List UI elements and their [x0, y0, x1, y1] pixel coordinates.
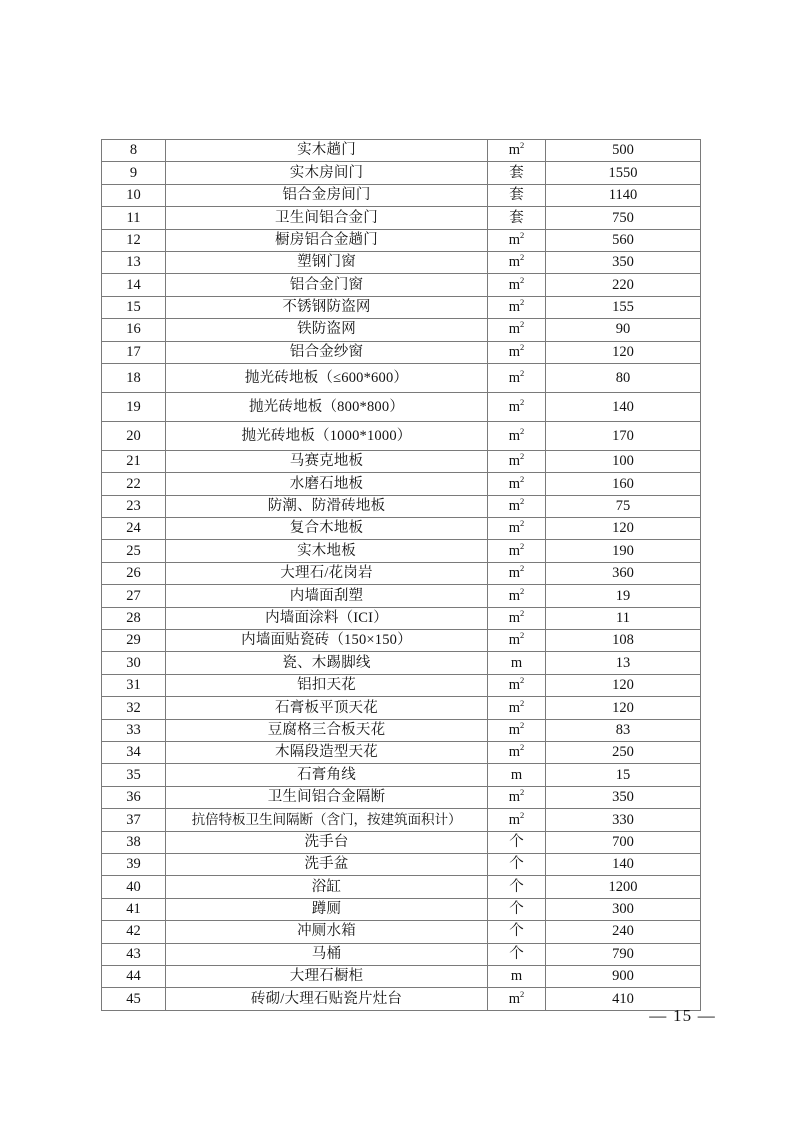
unit-exponent: 2	[520, 563, 525, 574]
unit-cell	[488, 786, 546, 808]
table-row	[102, 319, 701, 341]
unit-exponent: 2	[520, 230, 525, 241]
unit-cell	[488, 392, 546, 421]
item-name-cell: 内墙面贴瓷砖（150×150）	[166, 630, 488, 652]
price-table-container	[101, 139, 700, 1011]
unit-price-cell: 155	[546, 296, 701, 318]
unit-exponent: 2	[520, 496, 525, 507]
unit-cell	[488, 741, 546, 763]
unit-cell	[488, 251, 546, 273]
row-number-cell: 26	[102, 562, 166, 584]
unit-exponent: 2	[520, 541, 525, 551]
unit-price-cell: 700	[546, 831, 701, 853]
item-name-cell: 浴缸	[166, 876, 488, 898]
unit-base: m	[508, 254, 521, 271]
item-name-cell: 卫生间铝合金门	[166, 207, 488, 229]
unit-exponent: 2	[520, 396, 525, 407]
table-row	[102, 876, 701, 898]
unit-price-cell: 160	[546, 473, 701, 495]
unit-base: m	[508, 142, 521, 159]
unit-price-cell: 120	[546, 674, 701, 696]
unit-price-cell: 15	[546, 764, 701, 786]
unit-base: m	[508, 789, 521, 806]
item-name-cell: 实木房间门	[166, 162, 488, 184]
table-row	[102, 251, 701, 273]
unit-price-cell: 80	[546, 363, 701, 392]
item-name-cell: 石膏角线	[166, 764, 488, 786]
table-row	[102, 674, 701, 696]
unit-exponent: 2	[520, 787, 525, 798]
unit-cell: 套	[488, 207, 546, 229]
row-number-cell: 22	[102, 473, 166, 495]
row-number-cell: 41	[102, 898, 166, 920]
unit-base: m	[508, 343, 521, 360]
unit-exponent: 2	[520, 342, 525, 353]
price-table-body	[102, 140, 701, 1011]
table-row	[102, 540, 701, 562]
unit-base: m	[508, 398, 521, 415]
unit-exponent: 2	[520, 367, 525, 378]
item-name-cell: 砖砌/大理石贴瓷片灶台	[166, 988, 488, 1010]
unit-base: m	[508, 632, 521, 649]
unit-exponent: 2	[520, 809, 525, 820]
item-name-cell: 瓷、木踢脚线	[166, 652, 488, 674]
table-row	[102, 184, 701, 206]
unit-price-cell: 1200	[546, 876, 701, 898]
item-name-cell: 石膏板平顶天花	[166, 697, 488, 719]
unit-base: m	[508, 453, 521, 470]
table-row	[102, 764, 701, 786]
table-row	[102, 229, 701, 251]
unit-cell	[488, 473, 546, 495]
unit-price-cell: 83	[546, 719, 701, 741]
unit-cell: 个	[488, 921, 546, 943]
unit-exponent: 2	[520, 697, 525, 708]
unit-base: m	[508, 542, 521, 559]
unit-exponent: 2	[520, 252, 525, 263]
row-number-cell: 30	[102, 652, 166, 674]
table-row	[102, 296, 701, 318]
unit-price-cell: 13	[546, 652, 701, 674]
unit-price-cell: 350	[546, 786, 701, 808]
unit-cell	[488, 719, 546, 741]
table-row	[102, 140, 701, 162]
unit-exponent: 2	[520, 518, 525, 529]
unit-price-cell: 330	[546, 809, 701, 831]
table-row	[102, 786, 701, 808]
item-name-cell: 木隔段造型天花	[166, 741, 488, 763]
table-row	[102, 943, 701, 965]
item-name-cell: 马赛克地板	[166, 450, 488, 472]
unit-cell: 个	[488, 898, 546, 920]
table-row	[102, 965, 701, 987]
unit-base: m	[508, 565, 521, 582]
row-number-cell: 43	[102, 943, 166, 965]
unit-price-cell: 1140	[546, 184, 701, 206]
unit-price-cell: 300	[546, 898, 701, 920]
unit-cell	[488, 697, 546, 719]
item-name-cell: 铝合金门窗	[166, 274, 488, 296]
row-number-cell: 25	[102, 540, 166, 562]
row-number-cell: 36	[102, 786, 166, 808]
unit-price-cell: 140	[546, 853, 701, 875]
row-number-cell: 17	[102, 341, 166, 363]
unit-cell	[488, 540, 546, 562]
item-name-cell: 铁防盗网	[166, 319, 488, 341]
unit-price-cell: 750	[546, 207, 701, 229]
unit-cell	[488, 809, 546, 831]
unit-cell	[488, 421, 546, 450]
item-name-cell: 内墙面刮塑	[166, 585, 488, 607]
unit-price-cell: 170	[546, 421, 701, 450]
unit-cell	[488, 518, 546, 540]
unit-exponent: 2	[520, 630, 525, 641]
unit-exponent: 2	[520, 425, 525, 436]
item-name-cell: 内墙面涂料（ICI）	[166, 607, 488, 629]
unit-exponent: 2	[520, 274, 525, 285]
item-name-cell: 蹲厕	[166, 898, 488, 920]
unit-cell	[488, 988, 546, 1010]
unit-cell	[488, 341, 546, 363]
item-name-cell: 豆腐格三合板天花	[166, 719, 488, 741]
item-name-cell: 铝合金纱窗	[166, 341, 488, 363]
table-row	[102, 473, 701, 495]
unit-base: m	[508, 699, 521, 716]
unit-price-cell: 19	[546, 585, 701, 607]
row-number-cell: 39	[102, 853, 166, 875]
unit-price-cell: 900	[546, 965, 701, 987]
row-number-cell: 12	[102, 229, 166, 251]
unit-cell	[488, 363, 546, 392]
unit-price-cell: 560	[546, 229, 701, 251]
unit-base: m	[508, 231, 521, 248]
unit-base: m	[508, 721, 521, 738]
item-name-cell: 抛光砖地板（≤600*600）	[166, 363, 488, 392]
row-number-cell: 28	[102, 607, 166, 629]
unit-base: m	[508, 321, 521, 338]
unit-exponent: 2	[520, 585, 525, 596]
unit-cell: m	[488, 965, 546, 987]
unit-price-cell: 90	[546, 319, 701, 341]
table-row	[102, 853, 701, 875]
unit-exponent: 2	[520, 675, 525, 686]
table-row	[102, 988, 701, 1010]
item-name-cell: 抛光砖地板（800*800）	[166, 392, 488, 421]
row-number-cell: 32	[102, 697, 166, 719]
unit-cell	[488, 585, 546, 607]
unit-price-cell: 120	[546, 518, 701, 540]
table-row	[102, 162, 701, 184]
unit-cell	[488, 562, 546, 584]
unit-cell	[488, 274, 546, 296]
row-number-cell: 31	[102, 674, 166, 696]
unit-cell	[488, 495, 546, 517]
unit-base: m	[508, 299, 521, 316]
row-number-cell: 38	[102, 831, 166, 853]
unit-cell	[488, 229, 546, 251]
unit-price-cell: 500	[546, 140, 701, 162]
row-number-cell: 24	[102, 518, 166, 540]
unit-price-cell: 120	[546, 697, 701, 719]
item-name-cell: 橱房铝合金趟门	[166, 229, 488, 251]
unit-exponent: 2	[520, 720, 525, 731]
table-row	[102, 562, 701, 584]
table-row	[102, 652, 701, 674]
unit-cell: 个	[488, 831, 546, 853]
table-row	[102, 274, 701, 296]
unit-price-cell: 220	[546, 274, 701, 296]
unit-price-cell: 120	[546, 341, 701, 363]
unit-exponent: 2	[520, 608, 525, 619]
row-number-cell: 44	[102, 965, 166, 987]
unit-base: m	[508, 276, 521, 293]
row-number-cell: 19	[102, 392, 166, 421]
table-row	[102, 363, 701, 392]
unit-base: m	[508, 677, 521, 694]
item-name-cell: 卫生间铝合金隔断	[166, 786, 488, 808]
unit-price-cell: 1550	[546, 162, 701, 184]
row-number-cell: 37	[102, 809, 166, 831]
item-name-cell: 实木趟门	[166, 140, 488, 162]
table-row	[102, 450, 701, 472]
row-number-cell: 10	[102, 184, 166, 206]
item-name-cell: 复合木地板	[166, 518, 488, 540]
unit-cell	[488, 674, 546, 696]
table-row	[102, 697, 701, 719]
unit-price-cell: 350	[546, 251, 701, 273]
unit-base: m	[508, 610, 521, 626]
row-number-cell: 15	[102, 296, 166, 318]
item-name-cell: 大理石/花岗岩	[166, 562, 488, 584]
item-name-cell: 洗手盆	[166, 853, 488, 875]
table-row	[102, 518, 701, 540]
table-row	[102, 719, 701, 741]
row-number-cell: 9	[102, 162, 166, 184]
table-row	[102, 421, 701, 450]
row-number-cell: 13	[102, 251, 166, 273]
unit-cell	[488, 319, 546, 341]
table-row	[102, 207, 701, 229]
unit-base: m	[508, 427, 521, 444]
unit-cell	[488, 450, 546, 472]
unit-price-cell: 240	[546, 921, 701, 943]
unit-cell	[488, 296, 546, 318]
table-row	[102, 898, 701, 920]
table-row	[102, 495, 701, 517]
item-name-cell: 不锈钢防盗网	[166, 296, 488, 318]
unit-cell	[488, 630, 546, 652]
row-number-cell: 35	[102, 764, 166, 786]
unit-base: m	[508, 498, 521, 515]
item-name-cell: 抛光砖地板（1000*1000）	[166, 421, 488, 450]
unit-base: m	[508, 475, 521, 492]
unit-price-cell: 11	[546, 607, 701, 629]
unit-exponent: 2	[520, 451, 525, 462]
row-number-cell: 20	[102, 421, 166, 450]
unit-price-cell: 75	[546, 495, 701, 517]
unit-price-cell: 410	[546, 988, 701, 1010]
unit-price-cell: 140	[546, 392, 701, 421]
item-name-cell: 塑钢门窗	[166, 251, 488, 273]
row-number-cell: 21	[102, 450, 166, 472]
unit-exponent: 2	[520, 473, 525, 484]
unit-exponent: 2	[520, 297, 525, 308]
table-row	[102, 741, 701, 763]
unit-cell	[488, 607, 546, 629]
price-table	[101, 139, 701, 1011]
unit-price-cell: 108	[546, 630, 701, 652]
unit-base: m	[508, 990, 521, 1007]
item-name-cell: 大理石橱柜	[166, 965, 488, 987]
unit-cell: 套	[488, 162, 546, 184]
table-row	[102, 392, 701, 421]
unit-exponent: 2	[520, 140, 525, 151]
item-name-cell: 铝合金房间门	[166, 184, 488, 206]
unit-exponent: 2	[520, 742, 525, 753]
unit-cell: 套	[488, 184, 546, 206]
item-name-cell: 铝扣天花	[166, 674, 488, 696]
item-name-cell: 马桶	[166, 943, 488, 965]
row-number-cell: 16	[102, 319, 166, 341]
unit-cell: 个	[488, 943, 546, 965]
unit-price-cell: 790	[546, 943, 701, 965]
row-number-cell: 14	[102, 274, 166, 296]
table-row	[102, 809, 701, 831]
row-number-cell: 34	[102, 741, 166, 763]
table-row	[102, 607, 701, 629]
unit-exponent: 2	[520, 988, 525, 999]
row-number-cell: 18	[102, 363, 166, 392]
unit-price-cell: 100	[546, 450, 701, 472]
unit-price-cell: 250	[546, 741, 701, 763]
item-name-cell: 防潮、防滑砖地板	[166, 495, 488, 517]
row-number-cell: 42	[102, 921, 166, 943]
unit-cell: 个	[488, 876, 546, 898]
table-row	[102, 921, 701, 943]
row-number-cell: 27	[102, 585, 166, 607]
unit-cell: m	[488, 764, 546, 786]
table-row	[102, 831, 701, 853]
unit-base: m	[508, 587, 521, 604]
row-number-cell: 40	[102, 876, 166, 898]
table-row	[102, 341, 701, 363]
unit-price-cell: 190	[546, 540, 701, 562]
table-row	[102, 585, 701, 607]
unit-cell: 个	[488, 853, 546, 875]
row-number-cell: 11	[102, 207, 166, 229]
row-number-cell: 23	[102, 495, 166, 517]
row-number-cell: 29	[102, 630, 166, 652]
unit-price-cell: 360	[546, 562, 701, 584]
item-name-cell: 实木地板	[166, 540, 488, 562]
item-name-cell: 冲厕水箱	[166, 921, 488, 943]
page-number: — 15 —	[649, 1006, 716, 1025]
item-name-cell: 抗倍特板卫生间隔断（含门，按建筑面积计）	[166, 809, 488, 831]
table-row	[102, 630, 701, 652]
unit-cell	[488, 140, 546, 162]
unit-cell: m	[488, 652, 546, 674]
item-name-cell: 水磨石地板	[166, 473, 488, 495]
row-number-cell: 33	[102, 719, 166, 741]
row-number-cell: 45	[102, 988, 166, 1010]
item-name-cell: 洗手台	[166, 831, 488, 853]
unit-base: m	[508, 520, 521, 537]
unit-base: m	[508, 744, 521, 761]
unit-base: m	[508, 811, 521, 828]
unit-exponent: 2	[520, 319, 525, 330]
unit-base: m	[508, 369, 521, 386]
row-number-cell: 8	[102, 140, 166, 162]
